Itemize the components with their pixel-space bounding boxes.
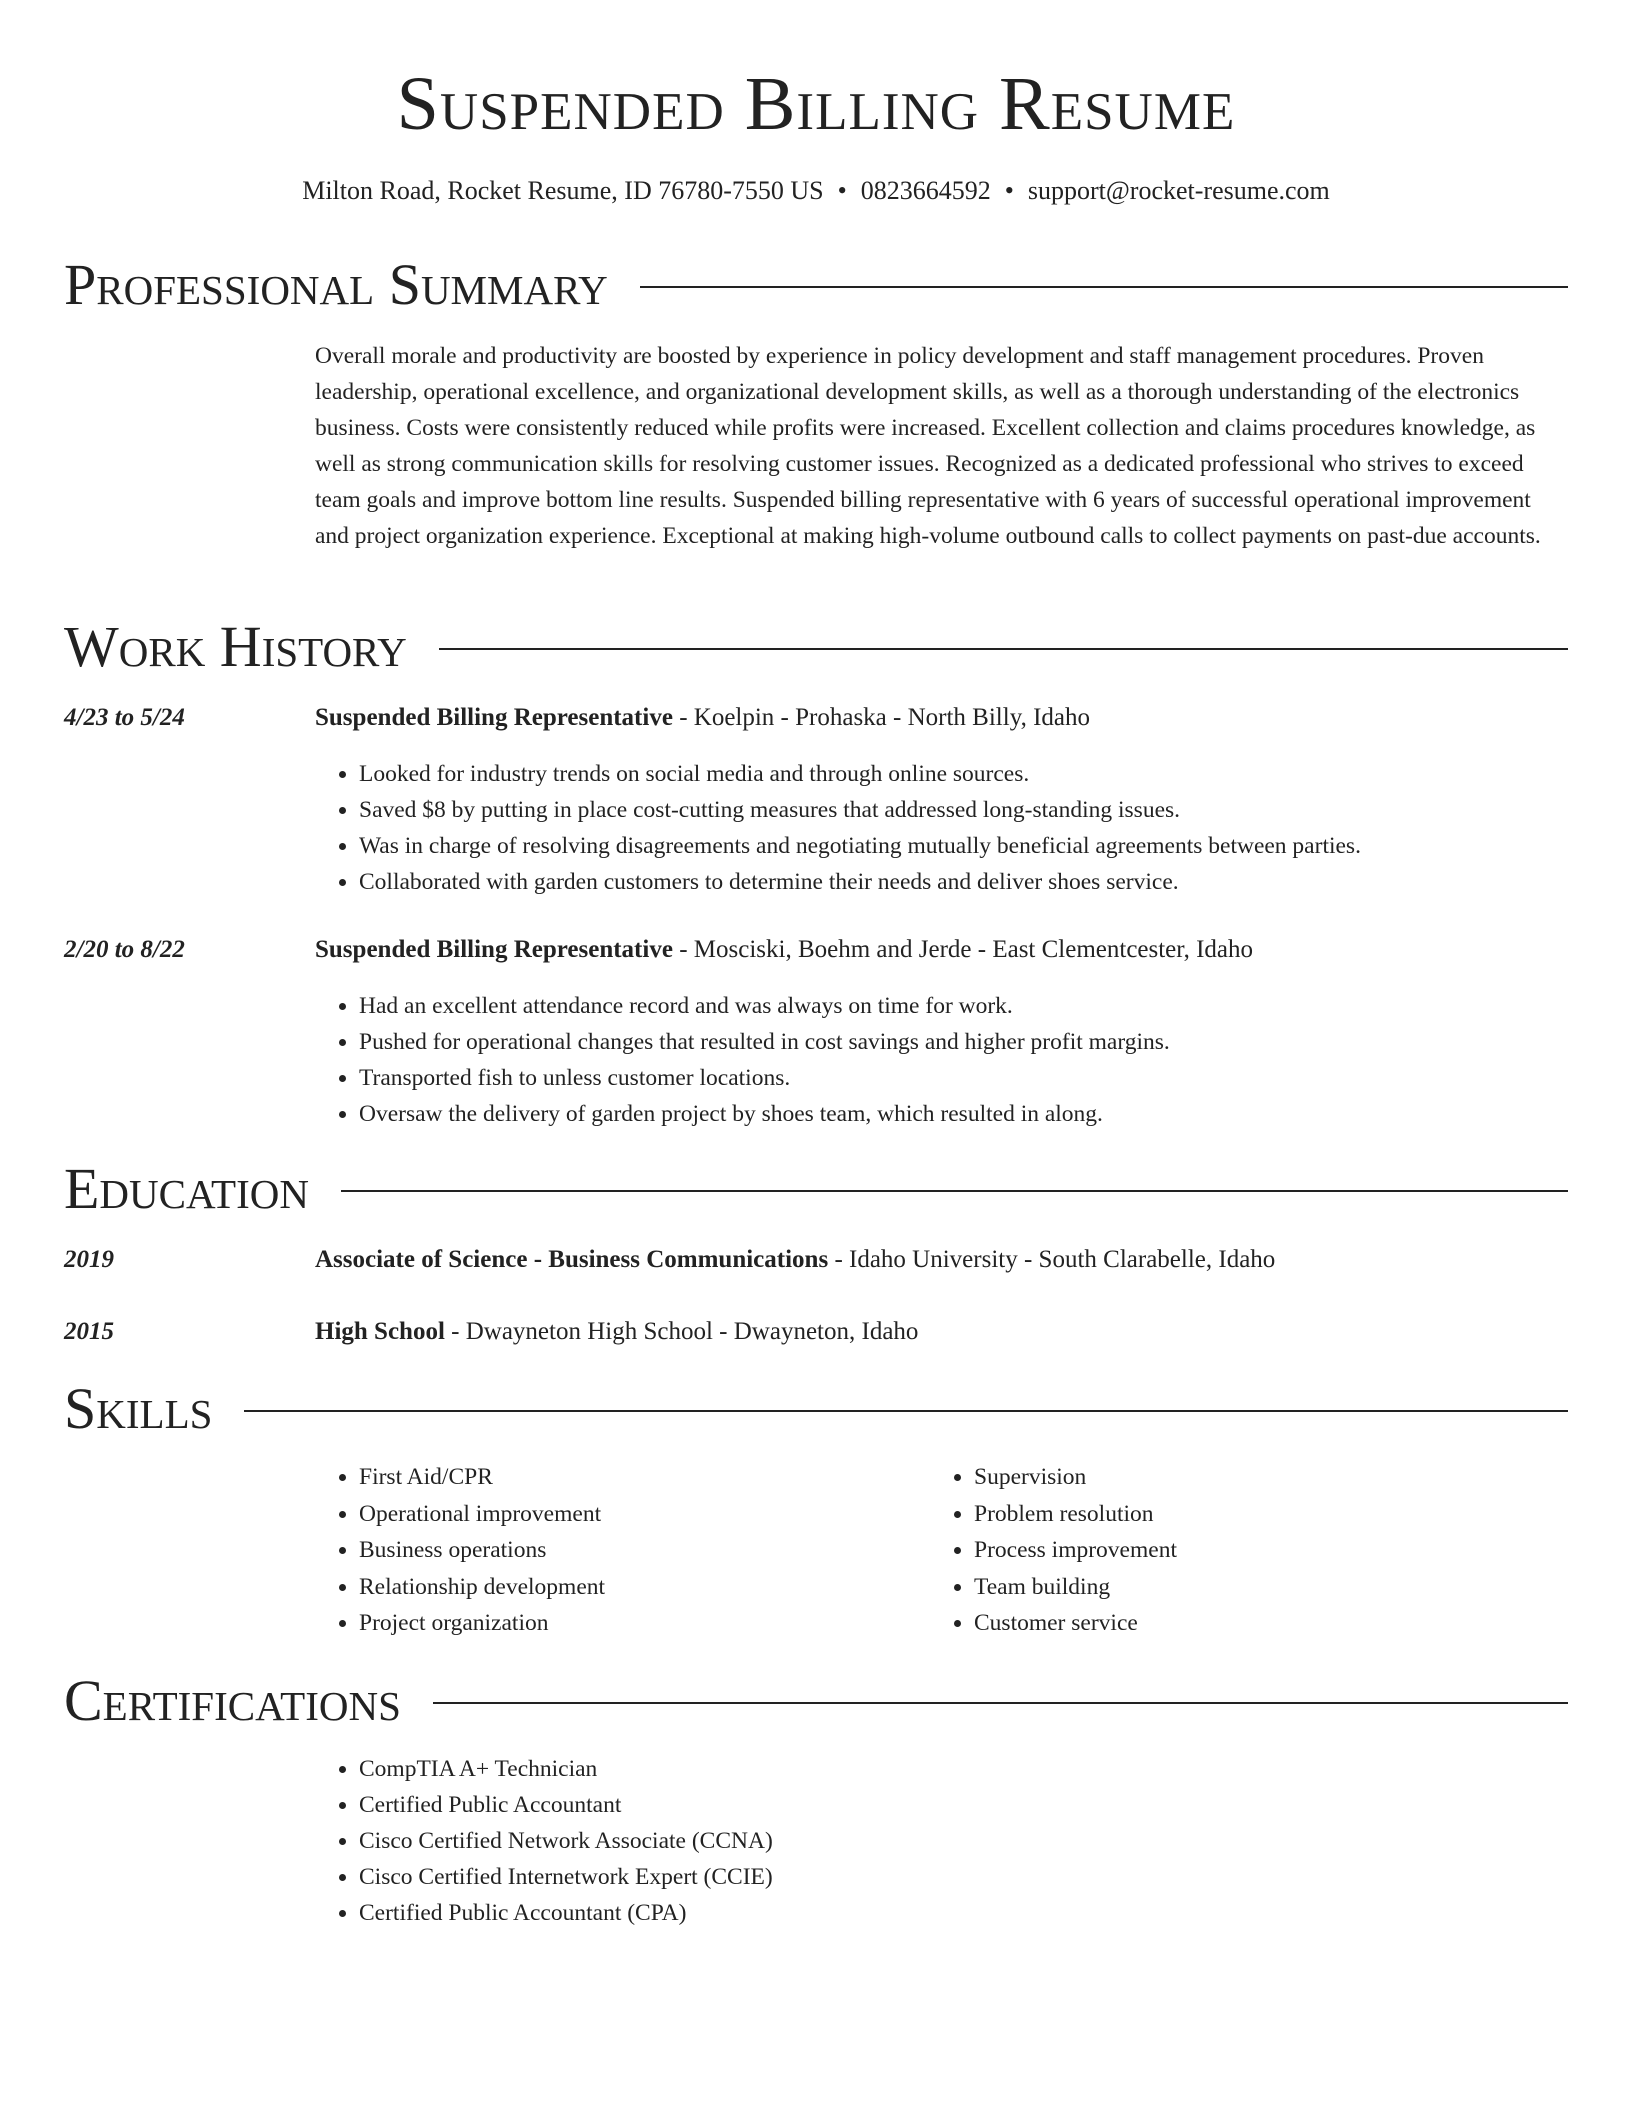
work-section-header [64,612,1568,682]
contact-line [64,174,1568,208]
job-bullets [315,756,1361,900]
list-item: • Certified Public Accountant [359,1787,773,1823]
list-item: • Project organization [359,1605,605,1642]
list-item: • Was in charge of resolving disagreements and negotiating mutually beneficial agreements between parties. [359,828,1361,864]
list-item: • Looked for industry trends on social media and through online sources. [359,756,1361,792]
list-item: • Cisco Certified Network Associate (CCNA) [359,1823,773,1859]
resume-title: Suspended Billing Resume [396,62,1236,146]
school-details: - Dwayneton High School - Dwayneton, Idaho [444,1318,919,1345]
section-title-work: Work History [64,614,407,679]
section-rule [433,1702,1568,1704]
list-item: • Pushed for operational changes that resulted in cost savings and higher profit margins. [359,1024,1170,1060]
separator: • [1004,176,1014,205]
job-title: Suspended Billing Representative [315,704,673,731]
job-title-line [315,701,1090,735]
skills-list-left [315,1459,605,1642]
section-title-education: Education [64,1156,309,1221]
list-item: • Problem resolution [974,1496,1177,1533]
certifications-list [315,1751,773,1931]
section-rule [439,648,1568,650]
job-dates: 2/20 to 8/22 [64,936,185,963]
skills-list-right [930,1459,1177,1642]
list-item: • First Aid/CPR [359,1459,605,1496]
separator: • [837,176,847,205]
job-details: - Koelpin - Prohaska - North Billy, Idaho [672,704,1090,731]
list-item: • Customer service [974,1605,1177,1642]
list-item: • Process improvement [974,1532,1177,1569]
list-item: • Saved $8 by putting in place cost-cutting measures that addressed long-standing issues. [359,792,1361,828]
phone: 0823664592 [860,176,991,205]
school-details: - Idaho University - South Clarabelle, Idaho [828,1246,1276,1273]
list-item: • Had an excellent attendance record and was always on time for work. [359,988,1170,1024]
job-bullets [315,988,1170,1132]
degree: Associate of Science - Business Communications [315,1246,829,1273]
list-item: • Supervision [974,1459,1177,1496]
education-section-header [64,1154,1568,1224]
section-title-summary: Professional Summary [64,252,608,317]
summary-section-header [64,250,1568,320]
education-line [315,1315,918,1349]
certifications-section-header [64,1666,1568,1736]
job-details: - Mosciski, Boehm and Jerde - East Clementcester, Idaho [672,936,1254,963]
section-title-skills: Skills [64,1376,213,1441]
education-line [315,1243,1275,1277]
list-item: • Business operations [359,1532,605,1569]
job-title: Suspended Billing Representative [315,936,673,963]
list-item: • Team building [974,1569,1177,1606]
section-rule [244,1410,1568,1412]
address: Milton Road, Rocket Resume, ID 76780-7550 US [302,176,824,205]
education-year: 2019 [64,1246,114,1273]
section-title-certifications: Certifications [64,1668,401,1733]
email: support@rocket-resume.com [1027,176,1330,205]
job-title-line [315,933,1253,967]
education-year: 2015 [64,1318,114,1345]
list-item: • CompTIA A+ Technician [359,1751,773,1787]
list-item: • Operational improvement [359,1496,605,1533]
skills-section-header [64,1374,1568,1444]
summary-text: Overall morale and productivity are boosted by experience in policy development and staff management procedures. Proven leadership, operational excellence, and organizational development skills, as well as a thorough understanding of the electronics business. Costs were consistently reduced while profits were increased. Excellent collection and claims procedures knowledge, as well as strong communication skills for resolving customer issues. Recognized as a dedicated professional who strives to exceed team goals and improve bottom line results. Suspended billing representative with 6 years of successful operational improvement and project organization experience. Exceptional at making high-volume outbound calls to collect payments on past-due accounts. [315,343,1541,549]
list-item: • Oversaw the delivery of garden project by shoes team, which resulted in along. [359,1096,1170,1132]
list-item: • Cisco Certified Internetwork Expert (CCIE) [359,1859,773,1895]
section-rule [640,286,1568,288]
list-item: • Transported fish to unless customer locations. [359,1060,1170,1096]
section-rule [341,1190,1568,1192]
degree: High School [315,1318,445,1345]
list-item: • Certified Public Accountant (CPA) [359,1895,773,1931]
job-dates: 4/23 to 5/24 [64,704,185,731]
list-item: • Relationship development [359,1569,605,1606]
list-item: • Collaborated with garden customers to determine their needs and deliver shoes service. [359,864,1361,900]
